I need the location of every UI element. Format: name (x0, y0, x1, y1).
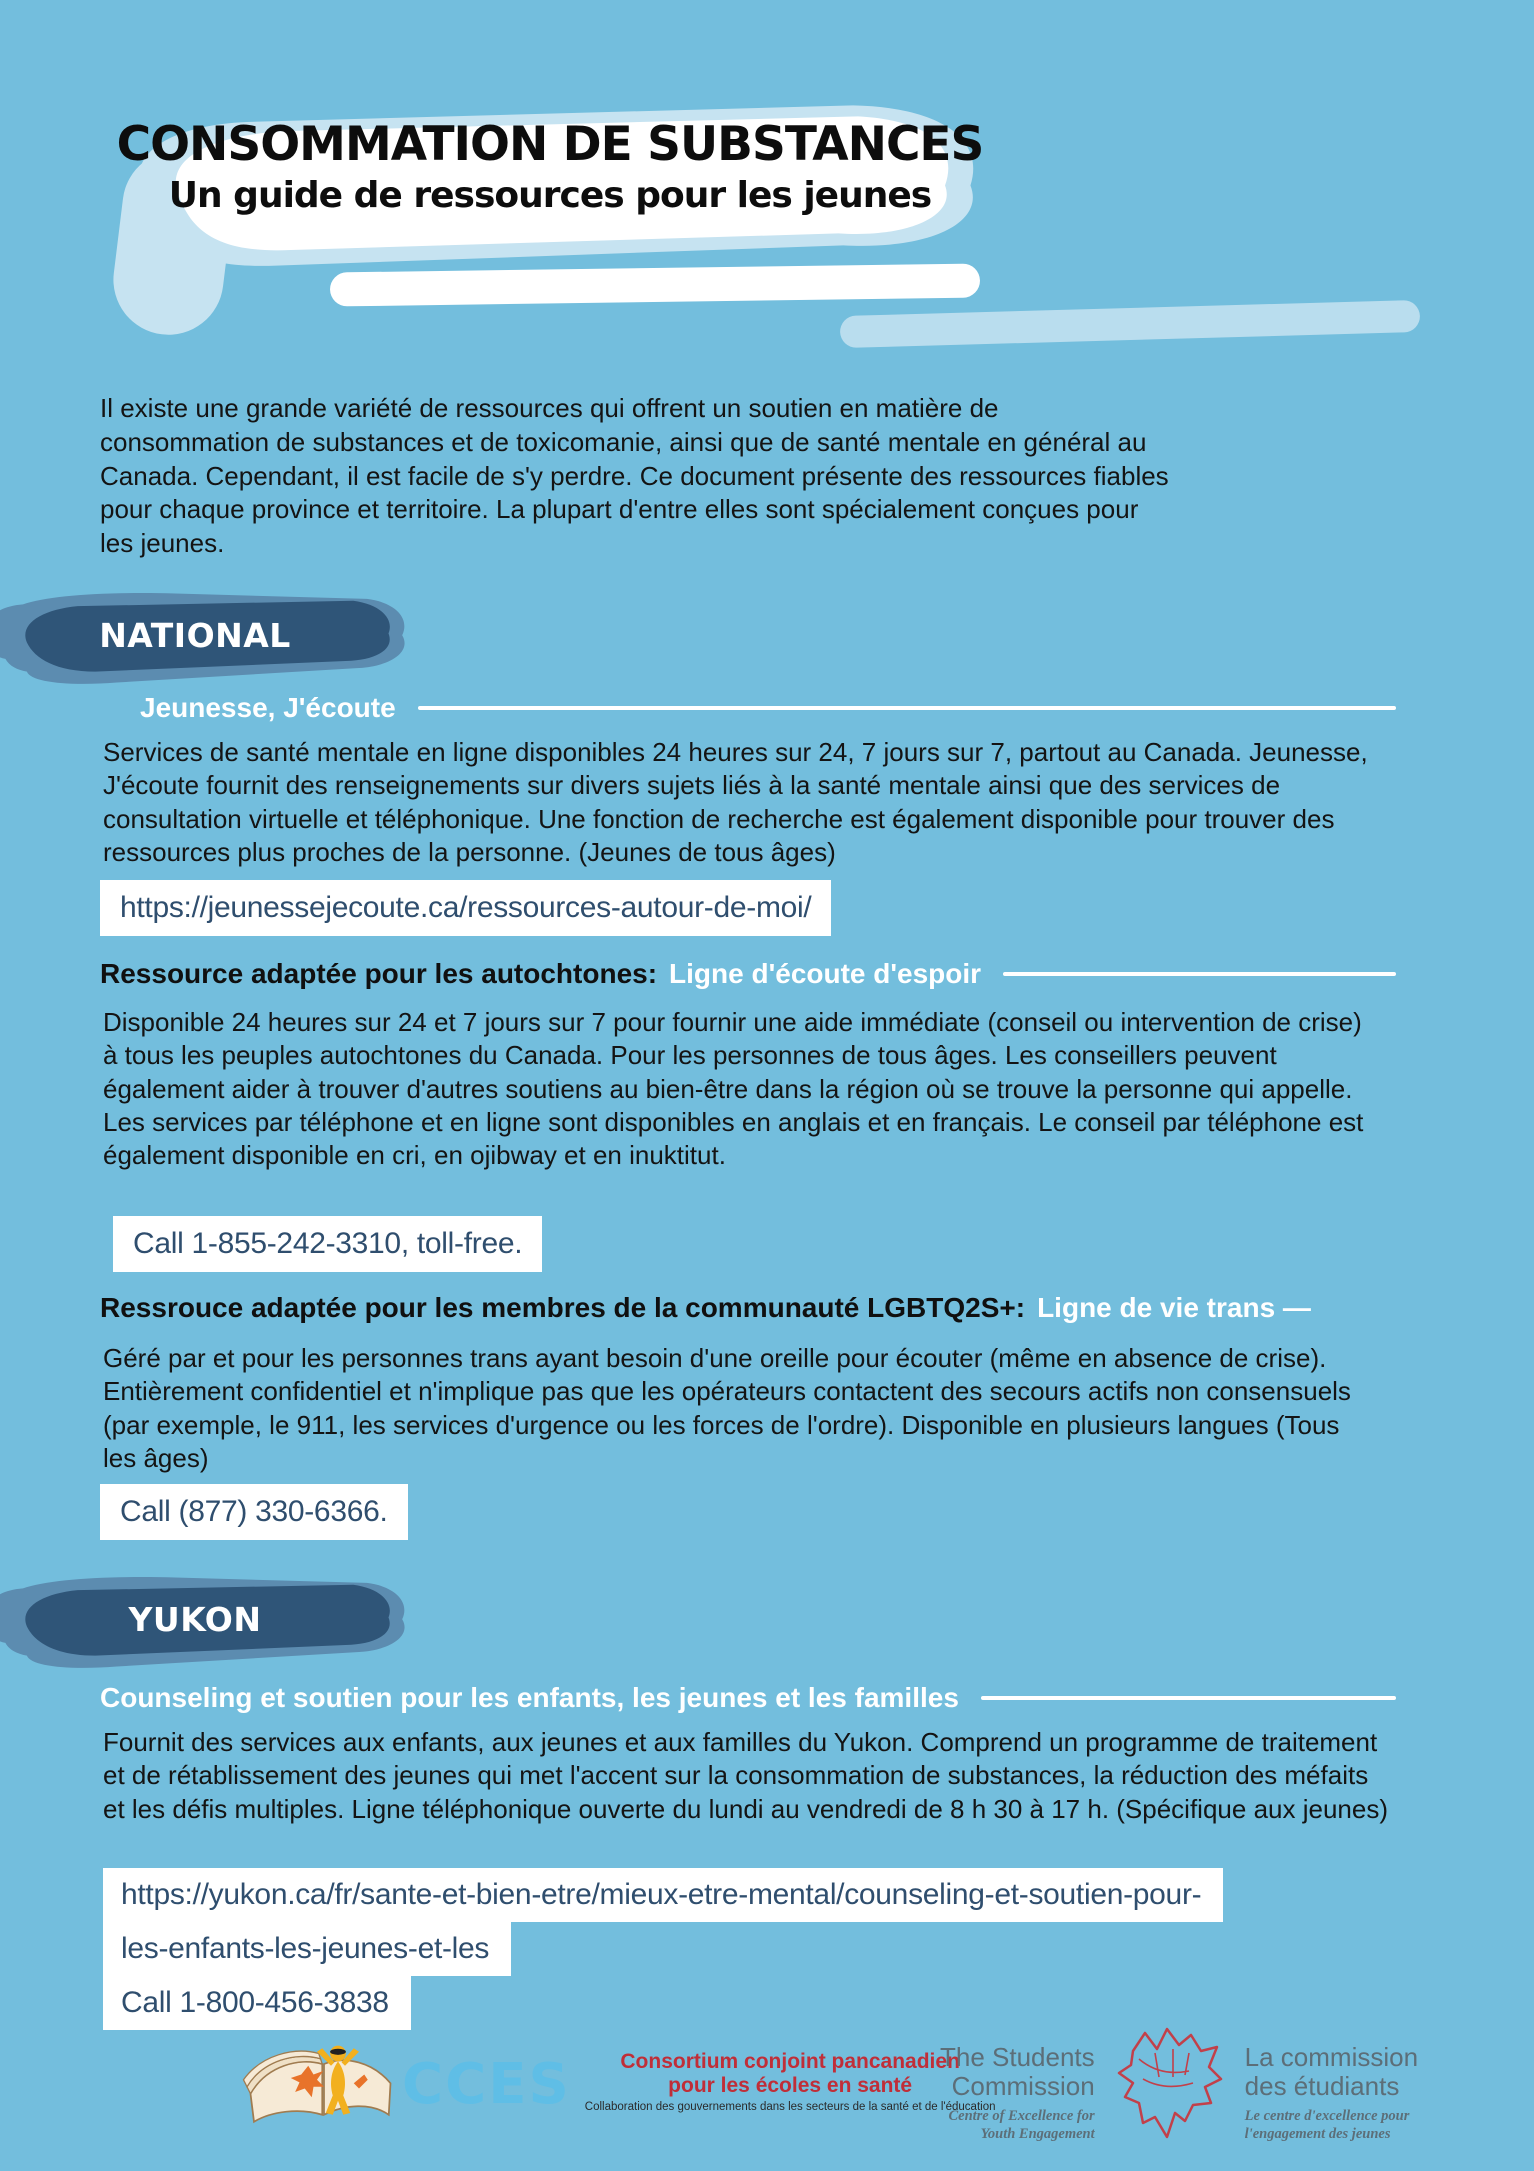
footer (0, 2015, 1534, 2155)
jcsh-tagline: Collaboration des gouvernements dans les secteurs de la santé et de l'éducation (584, 2101, 996, 2114)
resource-title-prefix: Ressrouce adaptée pour les membres de la communauté LGBTQ2S+: (100, 1292, 1026, 1323)
open-book-icon (235, 2029, 420, 2134)
phone-yukon[interactable]: Call 1-800-456-3838 (103, 1976, 411, 2030)
link-jeunessejecoute[interactable]: https://jeunessejecoute.ca/ressources-autour-de-moi/ (100, 880, 831, 936)
intro-paragraph: Il existe une grande variété de ressources qui offrent un soutien en matière de consommation de substances et de toxicomanie, ainsi que de santé mentale en général au Canada. Cependant, il est facile de s'y perdre. Ce document présente des ressources fiables pour chaque province et territoire. La plupart d'entre elles sont spécialement conçues pour les jeunes. (100, 393, 1169, 559)
resource-title-prefix: Ressource adaptée pour les autochtones: (100, 958, 658, 989)
section-label-national: NATIONAL (99, 615, 291, 655)
resource-heading-counseling (100, 1682, 1400, 1714)
sc-en-name-line1: The Students (940, 2042, 1095, 2072)
jcsh-logo (235, 2029, 996, 2134)
heading-rule (418, 706, 1396, 710)
title-banner (110, 98, 990, 273)
page-title: CONSOMMATION DE SUBSTANCES (116, 117, 984, 172)
jcsh-name-line2: pour les écoles en santé (668, 2074, 913, 2097)
sc-en-tagline-line1: Centre of Excellence for (948, 2108, 1095, 2125)
resource-description-jeunesse: Services de santé mentale en ligne disponibles 24 heures sur 24, 7 jours sur 7, partout au Canada. Jeunesse, J'écoute fournit des renseignements sur divers sujets liés à la santé mentale ainsi que des services de consultation virtuelle et téléphonique. Une fonction de recherche est également disponible pour trouver des ressources plus proches de la personne. (Jeunes de tous âges) (103, 737, 1368, 867)
heading-rule (981, 1696, 1396, 1700)
heading-rule (1003, 972, 1396, 976)
resource-description-counseling: Fournit des services aux enfants, aux jeunes et aux familles du Yukon. Comprend un programme de traitement et de rétablissement des jeunes qui met l'accent sur la consommation de substances, la réduction des méfaits et les défis multiples. Ligne téléphonique ouverte du lundi au vendredi de 8 h 30 à 17 h. (Spécifique aux jeunes) (103, 1727, 1388, 1824)
section-header-yukon (0, 1572, 410, 1672)
section-header-national (0, 588, 410, 688)
sc-fr-tagline-line1: Le centre d'excellence pour (1244, 2108, 1410, 2125)
resource-heading-autochtones (100, 958, 1400, 990)
canada-map-sketch-icon (1105, 2025, 1235, 2150)
sc-fr-name-line2: des étudiants (1244, 2070, 1400, 2101)
page-subtitle: Un guide de ressources pour les jeunes (168, 175, 932, 217)
resource-description-autochtones: Disponible 24 heures sur 24 et 7 jours sur 7 pour fournir une aide immédiate (conseil ou intervention de crise) à tous les peuples autochtones du Canada. Pour les personnes de tous âges. Les conseillers peuvent également aider à trouver d'autres soutiens au bien-être dans la région où se trouve la personne qui appelle. Les services par téléphone et en ligne sont disponibles en anglais et en français. Le conseil par téléphone est également disponible en cri, en ojibway et en inuktitut. (103, 1007, 1364, 1171)
jcsh-name-line1: Consortium conjoint pancanadien (620, 2049, 960, 2073)
sc-fr-tagline-line2: l'engagement des jeunes (1244, 2125, 1391, 2142)
yukon-link-block (103, 1868, 1223, 2030)
resource-title-name: Ligne de vie trans — (1037, 1292, 1311, 1323)
sc-en-name-line2: Commission (951, 2070, 1095, 2101)
link-yukon-line2[interactable]: les-enfants-les-jeunes-et-les (103, 1922, 511, 1976)
resource-heading-lgbtq (100, 1292, 1400, 1324)
phone-hope-for-wellness[interactable]: Call 1-855-242-3310, toll-free. (113, 1216, 542, 1272)
sc-fr-name-line1: La commission (1244, 2042, 1419, 2072)
brush-streak-decoration (840, 300, 1421, 348)
students-commission-logo (940, 2025, 1418, 2150)
resource-title: Counseling et soutien pour les enfants, les jeunes et les familles (100, 1682, 959, 1713)
link-yukon-line1[interactable]: https://yukon.ca/fr/sante-et-bien-etre/mieux-etre-mental/counseling-et-soutien-pour- (103, 1868, 1223, 1922)
jcsh-acronym: CCES (402, 2052, 571, 2117)
resource-title: Jeunesse, J'écoute (140, 692, 396, 723)
resource-heading-jeunesse (100, 692, 1400, 724)
phone-trans-lifeline[interactable]: Call (877) 330-6366. (100, 1484, 408, 1540)
section-label-yukon: YUKON (128, 1599, 262, 1639)
resource-description-lgbtq: Géré par et pour les personnes trans ayant besoin d'une oreille pour écouter (même en absence de crise). Entièrement confidentiel et n'implique pas que les opérateurs contactent des secours actifs non consensuels (par exemple, le 911, les services d'urgence ou les forces de l'ordre). Disponible en plusieurs langues (Tous les âges) (103, 1343, 1351, 1473)
sc-en-tagline-line2: Youth Engagement (980, 2125, 1095, 2142)
resource-title-name: Ligne d'écoute d'espoir (669, 958, 982, 989)
